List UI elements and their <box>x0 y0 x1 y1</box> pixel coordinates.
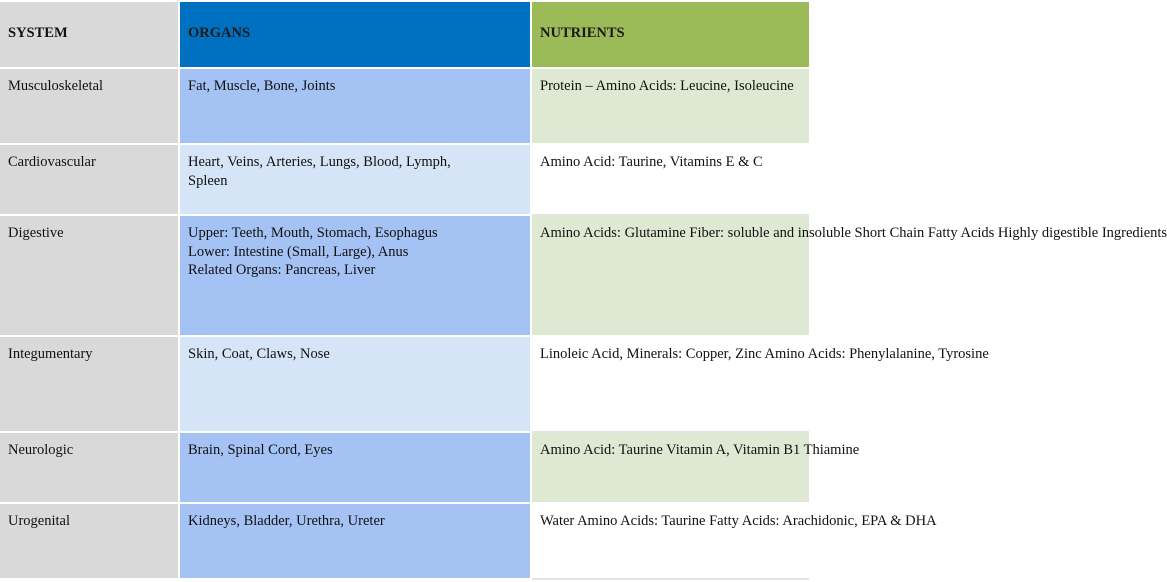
organs-cell: Upper: Teeth, Mouth, Stomach, Esophagus Lower: Intestine (Small, Large), Anus Related Organs: Pancreas, Liver <box>180 216 532 337</box>
table-row <box>0 433 860 504</box>
nutrients-text: Protein – Amino Acids: Leucine, Isoleucine <box>540 78 794 94</box>
system-cell: Musculoskeletal <box>0 69 180 145</box>
table-row <box>0 69 809 145</box>
nutrients-text: Amino Acid: Taurine, Vitamins E & C <box>540 154 763 170</box>
table-header-row <box>0 2 809 69</box>
nutrients-cell <box>532 433 860 504</box>
nutrients-text: Water Amino Acids: Taurine Fatty Acids: Arachidonic, EPA & DHA <box>540 513 937 529</box>
organs-cell: Brain, Spinal Cord, Eyes <box>180 433 532 504</box>
nutrients-cell <box>532 337 989 433</box>
organs-cell: Fat, Muscle, Bone, Joints <box>180 69 532 145</box>
system-cell: Integumentary <box>0 337 180 433</box>
header-system: SYSTEM <box>0 2 180 69</box>
organs-cell: Skin, Coat, Claws, Nose <box>180 337 532 433</box>
nutrients-text: Amino Acids: Glutamine Fiber: soluble and insoluble Short Chain Fatty Acids Highly digestible Ingredients <box>540 225 1167 241</box>
header-organs: ORGANS <box>180 2 532 69</box>
nutrients-cell <box>532 216 1167 337</box>
nutrients-cell <box>532 504 937 580</box>
table-row <box>0 504 937 580</box>
table-row <box>0 337 989 433</box>
system-cell: Neurologic <box>0 433 180 504</box>
header-nutrients: NUTRIENTS <box>532 2 809 69</box>
system-cell: Cardiovascular <box>0 145 180 216</box>
system-cell: Urogenital <box>0 504 180 580</box>
system-organs-nutrients-table <box>0 2 1167 580</box>
nutrients-text: Amino Acid: Taurine Vitamin A, Vitamin B1 Thiamine <box>540 442 860 458</box>
table-row <box>0 216 1167 337</box>
nutrients-cell <box>532 145 809 216</box>
table-row <box>0 145 809 216</box>
nutrients-cell <box>532 69 809 145</box>
nutrients-text: Linoleic Acid, Minerals: Copper, Zinc Amino Acids: Phenylalanine, Tyrosine <box>540 346 989 362</box>
system-cell: Digestive <box>0 216 180 337</box>
organs-cell: Heart, Veins, Arteries, Lungs, Blood, Lymph, Spleen <box>180 145 532 216</box>
organs-cell: Kidneys, Bladder, Urethra, Ureter <box>180 504 532 580</box>
